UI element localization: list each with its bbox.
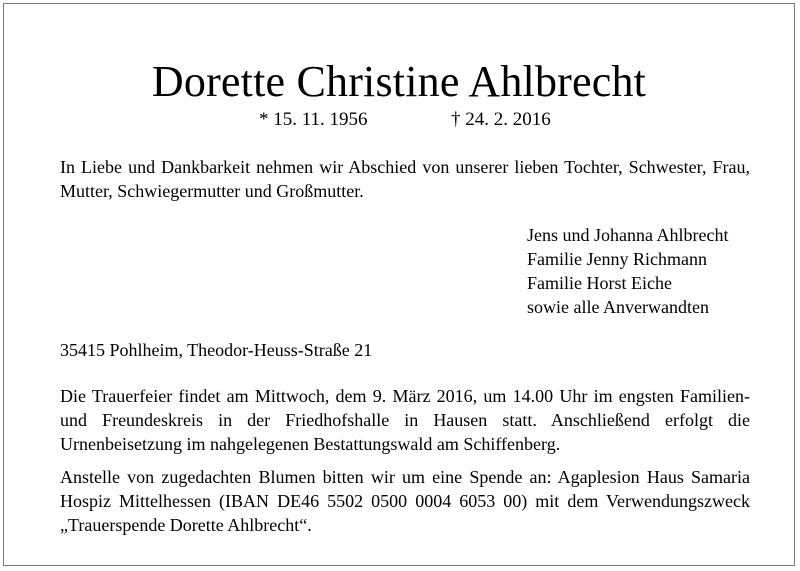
intro-text: In Liebe und Dankbarkeit nehmen wir Abschied von unserer lieben Tochter, Schwester, Frau, Mutter, Schwiegermutter und Großmutter. [60, 157, 750, 201]
obituary-notice [3, 3, 795, 566]
mourners-list [527, 223, 728, 319]
death-date: † 24. 2. 2016 [451, 109, 551, 130]
mourner-line: Jens und Johanna Ahlbrecht [527, 225, 729, 245]
ceremony-text: Die Trauerfeier findet am Mittwoch, dem 9. März 2016, um 14.00 Uhr im engsten Familien- und Freundeskreis in der Friedhofshalle in Hausen statt. Anschließend erfolgt die Urnenbeisetzung im nahgelegenen Bestattungswald am Schiffenberg. [60, 386, 750, 454]
family-address: 35415 Pohlheim, Theodor-Heuss-Straße 21 [60, 340, 373, 360]
birth-date: * 15. 11. 1956 [259, 109, 368, 130]
mourner-line: sowie alle Anverwandten [527, 297, 709, 317]
donation-text: Anstelle von zugedachten Blumen bitten wir um eine Spende an: Agaplesion Haus Samaria Hospiz Mittelhessen (IBAN DE46 5502 0500 0004 6053 00) mit dem Verwendungszweck „Trauerspende Dorette Ahlbrecht“. [60, 467, 750, 535]
mourner-line: Familie Horst Eiche [527, 273, 672, 293]
deceased-name: Dorette Christine Ahlbrecht [151, 57, 647, 106]
mourner-line: Familie Jenny Richmann [527, 249, 707, 269]
